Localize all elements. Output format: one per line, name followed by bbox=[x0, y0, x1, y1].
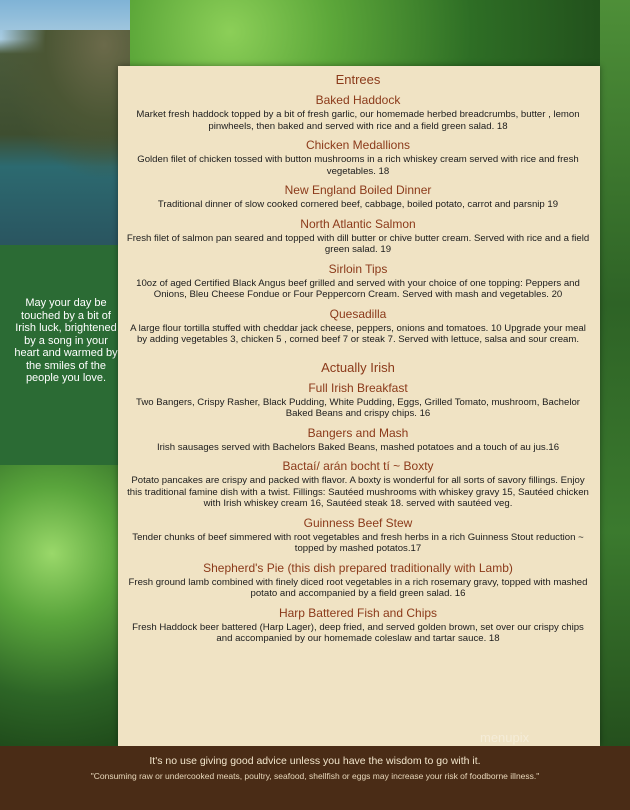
item-description: Potato pancakes are crispy and packed with flavor. A boxty is wonderful for all sorts of savory fillings. Enjoy this traditional famine dish with a twist. Fillings: Sautéed mushrooms with whiskey gravy 15, Sautéed chicken with Irish whiskey cream 16, Sautéed steak 18. served with sautéed veg. bbox=[127, 475, 589, 509]
clover-photo-right bbox=[600, 0, 630, 760]
item-description: Two Bangers, Crispy Rasher, Black Pudding, White Pudding, Eggs, Grilled Tomato, mushroom, Bachelor Baked Beans and crispy chips. 16 bbox=[135, 396, 580, 419]
item-title: Quesadilla bbox=[329, 306, 387, 321]
item-description: Irish sausages served with Bachelors Baked Beans, mashed potatoes and a touch of au jus.16 bbox=[156, 441, 560, 453]
item-description: Tender chunks of beef simmered with root vegetables and fresh herbs in a rich Guinness Stout reduction ~ topped by mashed potatos.17 bbox=[132, 531, 584, 554]
irish-blessing-quote: May your day be touched by a bit of Irish luck, brightened by a song in your heart and warmed by the smiles of the people you love. bbox=[14, 297, 118, 384]
coastal-cliff-photo bbox=[0, 0, 130, 245]
footer bbox=[0, 746, 630, 810]
item-title: New England Boiled Dinner bbox=[284, 183, 432, 197]
item-title: Harp Battered Fish and Chips bbox=[278, 605, 438, 620]
item-description: Traditional dinner of slow cooked cornered beef, cabbage, boiled potato, carrot and parsnip 19 bbox=[157, 199, 559, 210]
item-title: Shepherd's Pie (this dish prepared traditionally with Lamb) bbox=[203, 560, 513, 575]
item-title: Baked Haddock bbox=[315, 93, 401, 107]
menu-content bbox=[126, 68, 590, 645]
item-description: A large flour tortilla stuffed with cheddar jack cheese, peppers, onions and tomatoes. 10 Upgrade your meal by adding vegetables 3, chicken 5 , corned beef 7 or steak 7. Served with lettuce, salsa and sour cream. bbox=[130, 322, 586, 345]
item-title: Sirloin Tips bbox=[328, 261, 388, 276]
footer-quote: It's no use giving good advice unless you have the wisdom to go with it. bbox=[149, 755, 481, 767]
item-title: Full Irish Breakfast bbox=[308, 380, 408, 395]
item-description: Fresh ground lamb combined with finely diced root vegetables in a rich rosemary gravy, topped with mashed potato and accompanied by a field green salad. 16 bbox=[128, 576, 588, 599]
section-title-entrees: Entrees bbox=[335, 72, 381, 87]
section-title-actually-irish: Actually Irish bbox=[321, 359, 395, 375]
item-title: Bactaí/ arán bocht tí ~ Boxty bbox=[282, 459, 434, 473]
item-title: Bangers and Mash bbox=[307, 425, 409, 440]
item-title: Guinness Beef Stew bbox=[303, 515, 413, 530]
item-title: Chicken Medallions bbox=[305, 138, 411, 152]
item-title: North Atlantic Salmon bbox=[300, 216, 416, 231]
food-safety-note: "Consuming raw or undercooked meats, poultry, seafood, shellfish or eggs may increase your risk of foodborne illness." bbox=[90, 771, 540, 781]
item-description: Fresh Haddock beer battered (Harp Lager), deep fried, and served golden brown, set over our crispy chips and accompanied by our homemade coleslaw and tartar sauce. 18 bbox=[132, 621, 584, 644]
watermark: menupix bbox=[480, 730, 530, 745]
item-description: Golden filet of chicken tossed with button mushrooms in a rich whiskey cream served with rice and fresh vegetables. 18 bbox=[137, 154, 579, 177]
item-description: Market fresh haddock topped by a bit of fresh garlic, our homemade herbed breadcrumbs, butter , lemon pinwheels, then baked and served with rice and a field green salad. 18 bbox=[136, 109, 580, 132]
item-description: Fresh filet of salmon pan seared and topped with dill butter or chive butter cream. Served with rice and a field green salad. 19 bbox=[126, 232, 590, 255]
clover-photo-bottom bbox=[0, 465, 130, 760]
cliff-shape bbox=[0, 30, 130, 180]
item-description: 10oz of aged Certified Black Angus beef grilled and served with your choice of one topping: Peppers and Onions, Bleu Cheese Fondue or Four Peppercorn Cream. Served with mash and vegetables. 20 bbox=[136, 277, 580, 300]
